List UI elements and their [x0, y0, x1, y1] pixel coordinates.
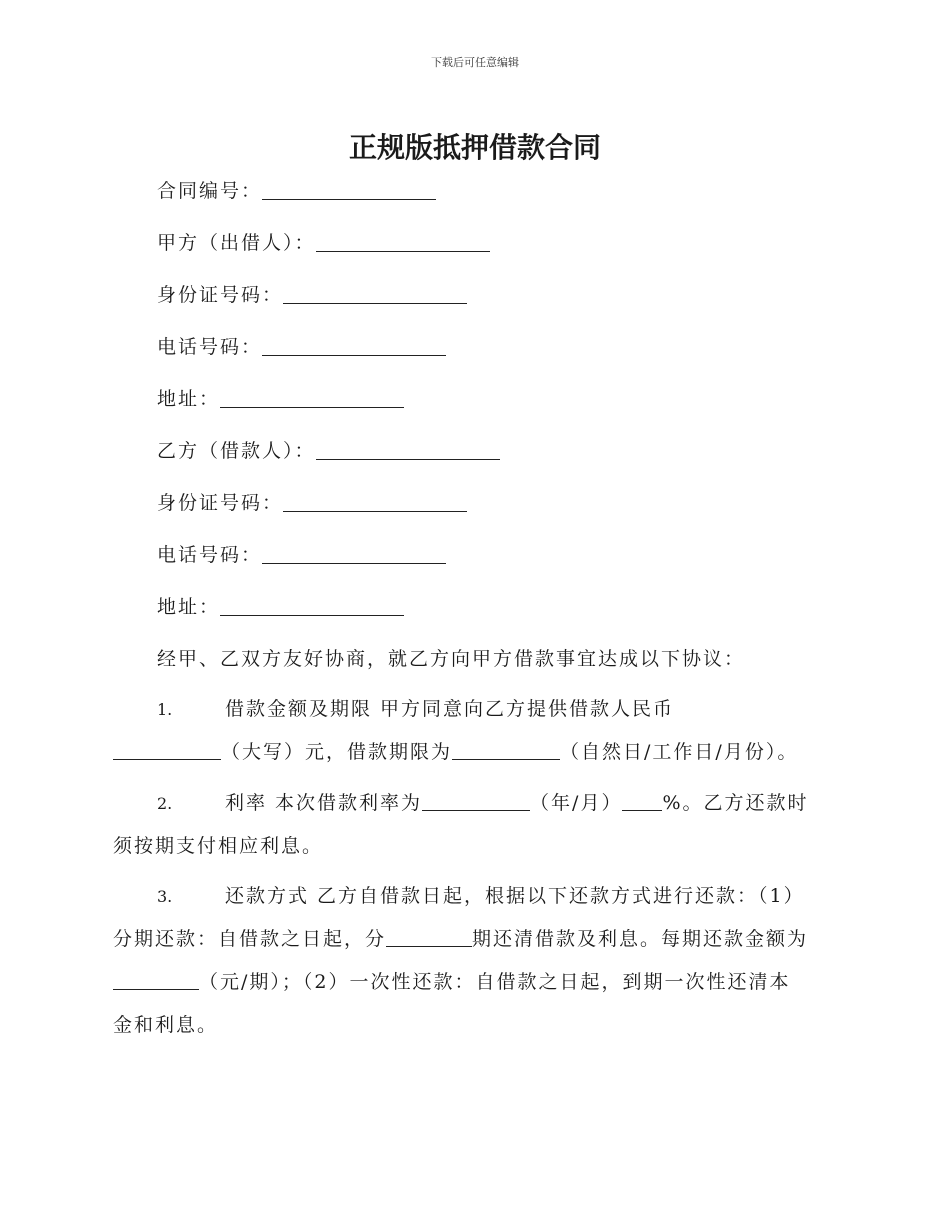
field-contract-no [157, 178, 436, 204]
intro-text [157, 646, 745, 672]
clause-text: 金和利息。 [113, 1014, 219, 1036]
field-party-a-address [157, 386, 404, 412]
blank-line [283, 283, 467, 304]
clause-text: 还款方式 乙方自借款日起，根据以下还款方式进行还款：（1） [225, 885, 805, 907]
field-party-b-id [157, 490, 467, 516]
clause-text: （年/月） [530, 792, 623, 814]
clause-text: （自然日/工作日/月份）。 [560, 741, 799, 763]
blank-line [262, 179, 436, 200]
blank-line [283, 491, 467, 512]
field-party-b-address [157, 594, 404, 620]
field-label: 甲方（出借人）： [157, 232, 316, 254]
blank-line [316, 439, 500, 460]
clause-number: 3. [157, 887, 173, 906]
blank-line [422, 790, 530, 811]
field-label: 身份证号码： [157, 284, 284, 306]
field-party-b [157, 438, 500, 464]
blank-line [262, 335, 446, 356]
blank-line [316, 231, 490, 252]
blank-line [220, 387, 404, 408]
blank-line [220, 595, 404, 616]
field-party-a-phone [157, 334, 446, 360]
field-label: 乙方（借款人）： [157, 440, 316, 462]
field-label: 身份证号码： [157, 492, 284, 514]
clause-text: 期还清借款及利息。每期还款金额为 [472, 928, 809, 950]
field-label: 电话号码： [157, 336, 263, 358]
field-label: 电话号码： [157, 544, 263, 566]
header-note: 下载后可任意编辑 [431, 56, 519, 69]
field-label: 地址： [157, 388, 221, 410]
blank-line [113, 739, 221, 760]
clause-3 [113, 875, 833, 1047]
blank-line [262, 543, 446, 564]
field-party-b-phone [157, 542, 446, 568]
document-title: 正规版抵押借款合同 [348, 131, 601, 164]
clause-number: 2. [157, 794, 173, 813]
clause-text: 分期还款：自借款之日起，分 [113, 928, 387, 950]
clause-number: 1. [157, 700, 173, 719]
clause-text: 借款金额及期限 甲方同意向乙方提供借款人民币 [225, 698, 675, 720]
clause-text: （大写）元，借款期限为 [221, 741, 453, 763]
intro-label: 经甲、乙双方友好协商，就乙方向甲方借款事宜达成以下协议： [157, 648, 746, 670]
field-party-a [157, 230, 490, 256]
field-party-a-id [157, 282, 467, 308]
field-label: 地址： [157, 596, 221, 618]
clause-text: （元/期）；（2）一次性还款：自借款之日起，到期一次性还清本 [199, 971, 791, 993]
clause-text: %。乙方还款时 [662, 792, 809, 814]
clause-2 [113, 782, 833, 868]
blank-line [622, 790, 662, 811]
clause-text: 须按期支付相应利息。 [113, 835, 324, 857]
blank-line [386, 926, 472, 947]
field-label: 合同编号： [157, 180, 263, 202]
clause-1 [113, 688, 833, 774]
blank-line [452, 739, 560, 760]
clause-text: 利率 本次借款利率为 [225, 792, 423, 814]
blank-line [113, 969, 199, 990]
